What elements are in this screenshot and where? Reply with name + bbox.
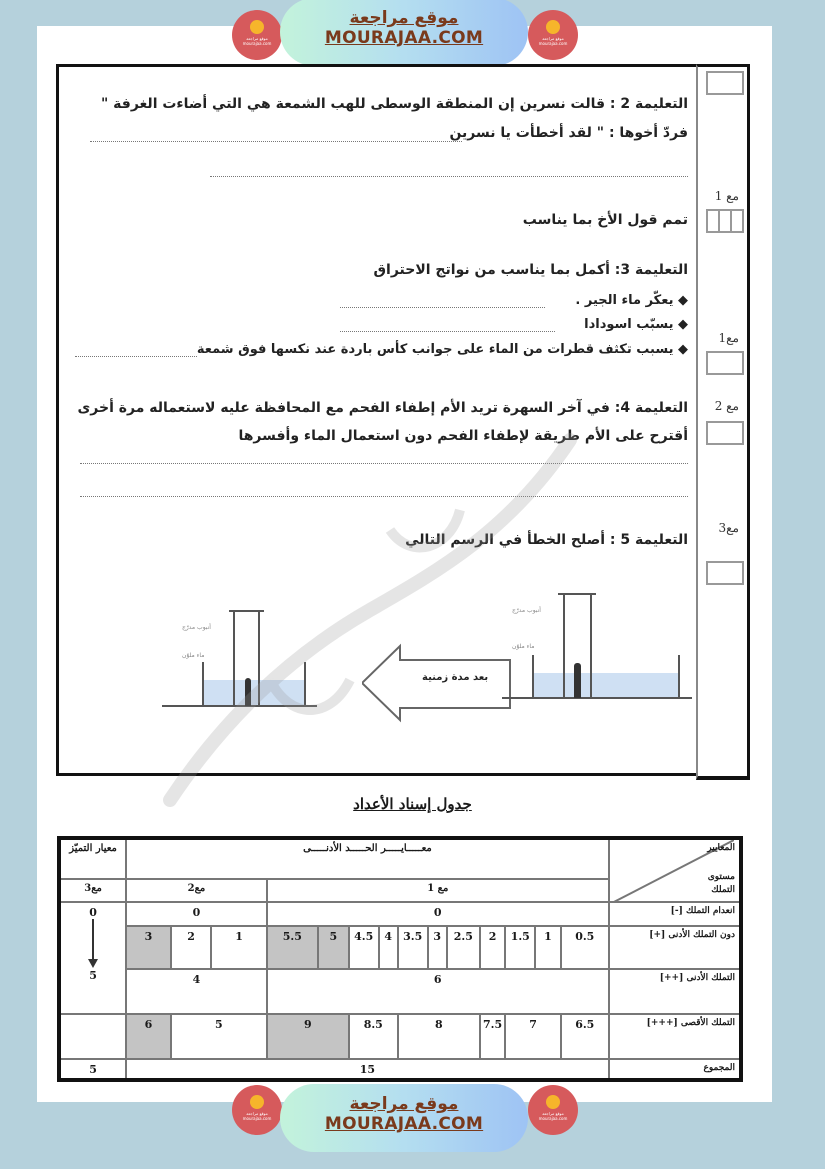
diagram-before: أنبوب مدرّج ماء ملوّن (500, 585, 690, 700)
logo-right-bottom: موقع مراجعة mourajaa.com (528, 1085, 578, 1135)
criterion-label: مع1 (718, 331, 739, 345)
cell: 7.5 (480, 1014, 506, 1059)
min-criteria-header: معـــــايـــــر الحـــــد الأدنـــــى (126, 838, 609, 879)
logo-icon (546, 1095, 560, 1109)
cell: 6 (267, 969, 609, 1014)
cell: 4 (126, 969, 267, 1014)
cell: 6 (126, 1014, 171, 1059)
cell (59, 1014, 126, 1059)
answer-line[interactable] (90, 141, 462, 142)
score-box-q5[interactable] (706, 561, 744, 585)
time-arrow: بعد مدة زمنية (362, 642, 512, 724)
c3-header: مع3 (59, 879, 126, 903)
q2-instruction: تمم قول الأخ بما يناسب (522, 212, 688, 228)
excellence-header: معيار التميّز (59, 838, 126, 879)
cell: 9 (267, 1014, 349, 1059)
cell: 5 (318, 926, 349, 969)
cell: 0 (126, 902, 267, 926)
cell: 4 (379, 926, 398, 969)
score-box-q2[interactable] (706, 209, 744, 233)
criterion-label: مع3 (718, 521, 739, 535)
site-banner-top[interactable]: موقع مراجعة MOURAJAA.COM (280, 0, 528, 66)
candle (245, 678, 251, 706)
cell: 5 (171, 1014, 267, 1059)
c2-header: مع2 (126, 879, 267, 903)
cell: 6.5 (561, 1014, 609, 1059)
q4-line1: التعليمة 4: في آخر السهرة تريد الأم إطفاء الفحم مع المحافظة عليه لاستعماله مرة أخرى (77, 400, 688, 416)
candle (574, 663, 581, 698)
score-box-q4[interactable] (706, 421, 744, 445)
cell: 3 (126, 926, 171, 969)
logo-left-bottom: موقع مراجعة mourajaa.com (232, 1085, 282, 1135)
cell: 3 (428, 926, 447, 969)
row-label: التملك الأقصى [+++] (609, 1014, 741, 1059)
cell: 4.5 (349, 926, 379, 969)
criterion-label: مع 1 (714, 189, 739, 203)
q2-line1: التعليمة 2 : قالت نسرين إن المنطقة الوسطى للهب الشمعة هي التي أضاءت الغرفة " (101, 96, 688, 112)
cell: 2 (171, 926, 211, 969)
cell: 5.5 (267, 926, 318, 969)
score-box-top[interactable] (706, 71, 744, 95)
row-label: دون التملك الأدنى [+] (609, 926, 741, 969)
q3-bullet-3: ◆ يسبب تكثف قطرات من الماء على جوانب كأس باردة عند نكسها فوق شمعة (196, 342, 688, 357)
total-cell: 15 (126, 1059, 609, 1080)
cell: 2.5 (447, 926, 480, 969)
cell: 8 (398, 1014, 480, 1059)
site-domain: MOURAJAA.COM (324, 28, 484, 48)
grading-table-title: جدول إسناد الأعداد (353, 795, 472, 813)
row-label: التملك الأدنى [++] (609, 969, 741, 1014)
logo-icon (250, 1095, 264, 1109)
cell: 0.5 (561, 926, 609, 969)
cell: 0 (267, 902, 609, 926)
answer-line[interactable] (210, 176, 688, 177)
q3-bullet-2: ◆ يسبّب اسودادا (584, 317, 688, 332)
cell: 1 (535, 926, 561, 969)
row-label: انعدام التملك [-] (609, 902, 741, 926)
diagram-after: أنبوب مدرّج ماء ملوّن (160, 600, 320, 715)
answer-line[interactable] (340, 307, 545, 308)
grading-table (57, 836, 743, 1082)
logo-icon (250, 20, 264, 34)
q2-line2: فردّ أخوها : " لقد أخطأت يا نسرين (449, 125, 688, 141)
site-banner-bottom[interactable]: موقع مراجعة MOURAJAA.COM (280, 1084, 528, 1152)
answer-line[interactable] (80, 496, 688, 497)
left-arrow-icon (362, 642, 512, 724)
q4-line2: أقترح على الأم طريقة لإطفاء الفحم دون استعمال الماء وأفسرها (238, 428, 688, 444)
logo-left-top: موقع مراجعة mourajaa.com (232, 10, 282, 60)
answer-line[interactable] (75, 356, 197, 357)
excellence-scale: 0 5 (59, 902, 126, 1013)
cell: 3.5 (398, 926, 428, 969)
q3-title: التعليمة 3: أكمل بما يناسب من نواتج الاحتراق (373, 262, 688, 278)
score-margin-column (696, 64, 750, 780)
cell: 1 (211, 926, 266, 969)
c1-header: مع 1 (267, 879, 609, 903)
q3-bullet-1: ◆ يعكّر ماء الجير . (575, 293, 688, 308)
answer-line[interactable] (340, 331, 555, 332)
arrow-down-icon (83, 919, 103, 969)
score-box-q3[interactable] (706, 351, 744, 375)
cell: 8.5 (349, 1014, 398, 1059)
answer-line[interactable] (80, 463, 688, 464)
row-label: المجموع (609, 1059, 741, 1080)
cell: 5 (59, 1059, 126, 1080)
logo-right-top: موقع مراجعة mourajaa.com (528, 10, 578, 60)
cell: 1.5 (505, 926, 535, 969)
q5-title: التعليمة 5 : أصلح الخطأ في الرسم التالي (405, 532, 688, 548)
cell: 7 (505, 1014, 560, 1059)
logo-icon (546, 20, 560, 34)
corner-header: المعايير مستوى التملك (609, 838, 741, 902)
criterion-label: مع 2 (714, 399, 739, 413)
cell: 2 (480, 926, 506, 969)
